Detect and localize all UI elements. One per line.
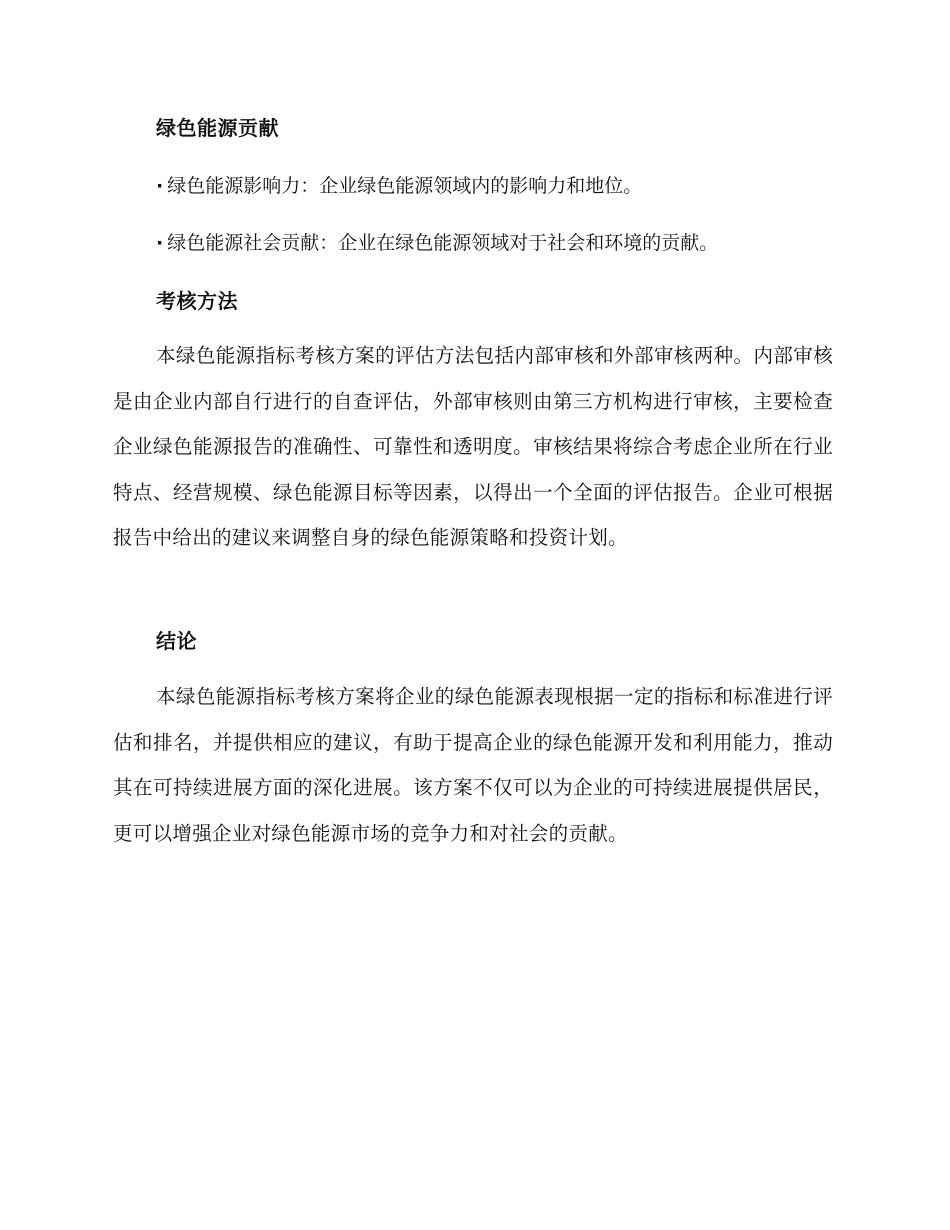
method-paragraph: 本绿色能源指标考核方案的评估方法包括内部审核和外部审核两种。内部审核是由企业内部自行进行的自查评估，外部审核则由第三方机构进行审核，主要检查企业绿色能源报告的准确性、可靠性和透明度。审核结果将综合考虑企业所在行业特点、经营规模、绿色能源目标等因素，以得出一个全面的评估报告。企业可根据报告中给出的建议来调整自身的绿色能源策略和投资计划。 <box>113 344 833 549</box>
conclusion-paragraph: 本绿色能源指标考核方案将企业的绿色能源表现根据一定的指标和标准进行评估和排名，并提供相应的建议，有助于提高企业的绿色能源开发和利用能力，推动其在可持续进展方面的深化进展。该方案不仅可以为企业的可持续进展提供居民，更可以增强企业对绿色能源市场的竞争力和对社会的贡献。 <box>113 685 833 845</box>
bullet-text: 绿色能源影响力：企业绿色能源领域内的影响力和地位。 <box>167 175 643 197</box>
bullet-marker: · <box>156 175 164 197</box>
bullet-marker: · <box>156 232 164 254</box>
bullet-text: 绿色能源社会贡献：企业在绿色能源领域对于社会和环境的贡献。 <box>167 232 719 254</box>
section-heading-conclusion: 结论 <box>156 629 197 653</box>
bullet-item <box>156 172 642 200</box>
section-heading-method: 考核方法 <box>156 289 238 313</box>
section-heading-contribution: 绿色能源贡献 <box>156 116 279 140</box>
bullet-item <box>156 229 718 257</box>
